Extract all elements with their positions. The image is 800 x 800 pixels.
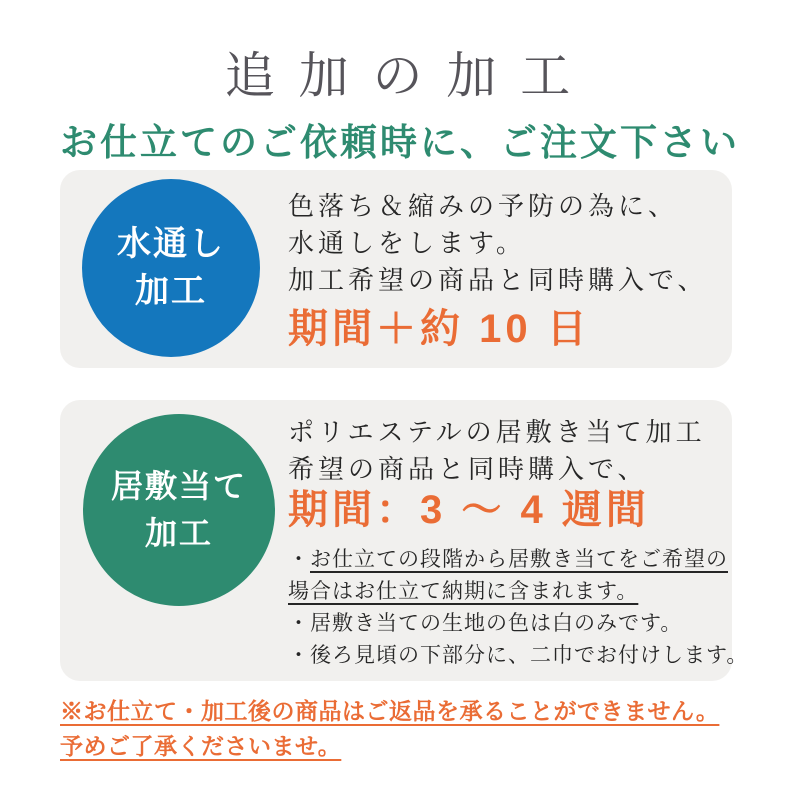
description-line: 色落ち＆縮みの予防の為に、 (288, 191, 679, 221)
notice-line: 予めご了承くださいませ。 (60, 733, 342, 759)
description-line: 水通しをします。 (288, 228, 526, 258)
badge-label-line: 水通し (117, 225, 225, 263)
notice-line: ※お仕立て・加工後の商品はご返品を承ることができません。 (60, 698, 720, 724)
bullet: ・ (288, 548, 310, 571)
return-policy-notice (60, 694, 719, 764)
note-item (288, 608, 748, 640)
note-text-underlined: 場合はお仕立て納期に含まれます。 (288, 580, 639, 603)
mizutooshi-processing-card (60, 170, 732, 368)
badge-label-line: 加工 (135, 272, 207, 310)
note-item (288, 544, 748, 576)
badge-label-line: 居敷当て (110, 468, 247, 504)
badge-label-line: 加工 (144, 515, 213, 551)
description-line: 希望の商品と同時購入で、 (288, 454, 648, 484)
bullet: ・ (288, 644, 310, 667)
mizutooshi-description (288, 188, 707, 352)
ishikiate-processing-card (60, 400, 749, 681)
notes-list (288, 544, 748, 672)
ishikiate-description (288, 414, 748, 672)
page-title: 追 加 の 加 工 (224, 48, 576, 104)
note-item (288, 640, 748, 672)
description-line: 加工希望の商品と同時購入で、 (288, 265, 708, 295)
note-text-underlined: お仕立ての段階から居敷き当てをご希望の (310, 548, 728, 571)
page-subtitle: お仕立てのご依頼時に、ご注文下さい (60, 122, 740, 163)
ishikiate-badge (83, 414, 275, 606)
note-text: 後ろ見頃の下部分に、二巾でお付けします。 (310, 644, 749, 667)
bullet: ・ (288, 612, 310, 635)
mizutooshi-badge (82, 179, 260, 357)
note-item-continued (288, 576, 748, 608)
duration-highlight: 期間：3 〜 4 週間 (288, 488, 650, 532)
description-line: ポリエステルの居敷き当て加工 (288, 417, 706, 447)
duration-highlight: 期間＋約 10 日 (288, 307, 591, 351)
note-text: 居敷き当ての生地の色は白のみです。 (310, 612, 683, 635)
